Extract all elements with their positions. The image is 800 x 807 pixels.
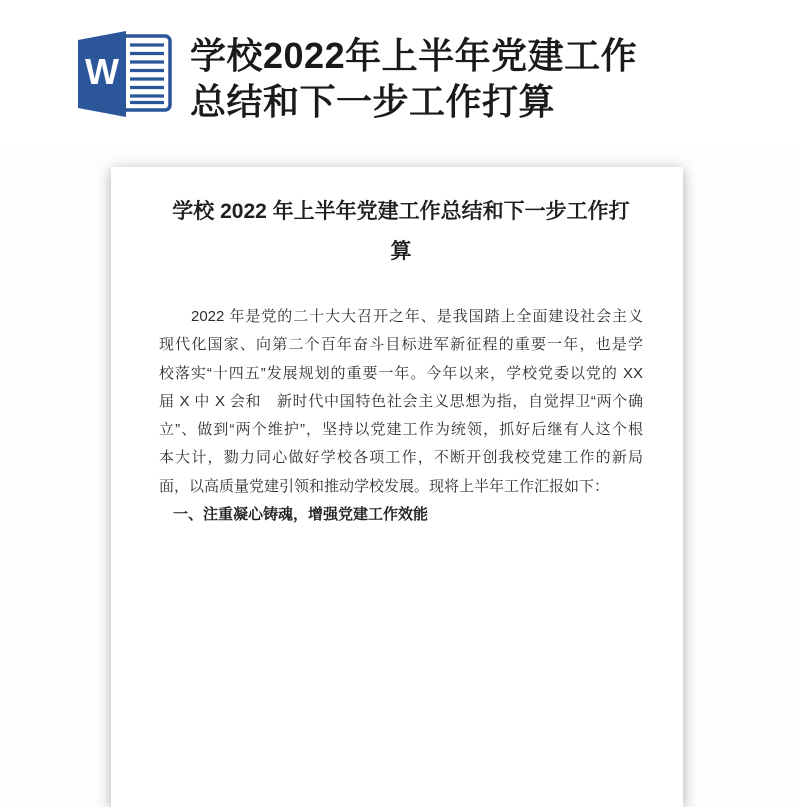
body-line: 本大计，勠力同心做好学校各项工作，不断开创我校党建工作的新局 <box>159 449 643 467</box>
body-line: 届 X 中 X 会和 新时代中国特色社会主义思想为指，自觉捍卫“两个确 <box>159 392 643 410</box>
document-title-line2: 算 <box>390 240 412 263</box>
word-icon-letter: W <box>85 51 119 92</box>
document-title-line1: 学校 2022 年上半年党建工作总结和下一步工作打 <box>172 200 630 223</box>
document-body <box>159 303 643 529</box>
body-line: 现代化国家、向第二个百年奋斗目标进军新征程的重要一年，也是学 <box>159 336 643 354</box>
document-preview-page[interactable] <box>111 167 683 807</box>
body-line: 立”、做到“两个维护”，坚持以党建工作为统领，抓好后继有人这个根 <box>159 421 643 439</box>
word-file-icon <box>78 31 172 117</box>
body-line: 2022 年是党的二十大大召开之年、是我国踏上全面建设社会主义 <box>191 308 643 325</box>
page-title-line1: 学校2022年上半年党建工作 <box>190 35 638 76</box>
section-heading: 一、注重凝心铸魂，增强党建工作效能 <box>173 506 429 524</box>
document-header <box>0 0 800 150</box>
document-title <box>159 192 643 272</box>
body-line: 校落实“十四五”发展规划的重要一年。今年以来，学校党委以党的 XX <box>159 364 643 382</box>
body-line: 面，以高质量党建引领和推动学校发展。现将上半年工作汇报如下： <box>159 477 610 495</box>
page-title-line2: 总结和下一步工作打算 <box>190 81 556 122</box>
page-title <box>190 33 637 125</box>
